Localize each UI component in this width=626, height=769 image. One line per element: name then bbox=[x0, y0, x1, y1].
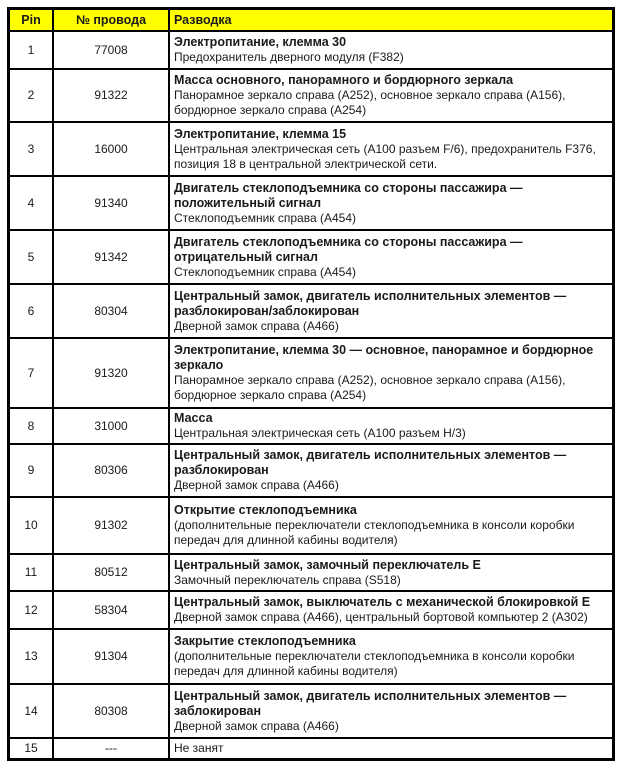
routing-cell bbox=[169, 591, 614, 629]
wire-cell: 16000 bbox=[53, 122, 169, 176]
routing-detail: Стеклоподъемник справа (A454) bbox=[174, 264, 356, 279]
table-row bbox=[9, 684, 614, 738]
wire-cell: 80308 bbox=[53, 684, 169, 738]
routing-title: Центральный замок, двигатель исполнительных элементов — разблокирован/заблокирован bbox=[174, 288, 567, 318]
routing-title: Центральный замок, двигатель исполнительных элементов — разблокирован bbox=[174, 448, 567, 477]
routing-title: Двигатель стеклоподъемника со стороны пассажира — отрицательный сигнал bbox=[174, 234, 523, 264]
routing-detail: Предохранитель дверного модуля (F382) bbox=[174, 50, 404, 64]
routing-title: Закрытие стеклоподъемника bbox=[174, 634, 356, 648]
routing-title: Центральный замок, двигатель исполнительных элементов — заблокирован bbox=[174, 688, 567, 718]
wire-cell: 77008 bbox=[53, 31, 169, 69]
pin-cell: 5 bbox=[9, 230, 54, 284]
routing-cell bbox=[169, 284, 614, 338]
routing-cell bbox=[169, 497, 614, 554]
wire-cell: 80512 bbox=[53, 554, 169, 591]
routing-cell bbox=[169, 444, 614, 497]
table-row bbox=[9, 122, 614, 176]
pin-cell: 10 bbox=[9, 497, 54, 554]
routing-title: Центральный замок, замочный переключатель E bbox=[174, 557, 481, 572]
routing-cell bbox=[169, 554, 614, 591]
table-row bbox=[9, 31, 614, 69]
table-header-row bbox=[9, 9, 614, 32]
routing-detail: Не занят bbox=[174, 741, 224, 755]
routing-title: Двигатель стеклоподъемника со стороны пассажира — положительный сигнал bbox=[174, 180, 523, 210]
pinout-table-container bbox=[7, 7, 615, 761]
routing-detail: (дополнительные переключатели стеклоподъемника в консоли коробки передач для длинной кабины водителя) bbox=[174, 518, 575, 547]
routing-detail: Дверной замок справа (A466) bbox=[174, 478, 339, 492]
table-row bbox=[9, 591, 614, 629]
routing-title: Центральный замок, выключатель с механической блокировкой E bbox=[174, 595, 591, 609]
wire-cell: 91322 bbox=[53, 69, 169, 122]
table-row bbox=[9, 284, 614, 338]
wire-cell: 91302 bbox=[53, 497, 169, 554]
routing-cell bbox=[169, 31, 614, 69]
routing-detail: Панорамное зеркало справа (A252), основное зеркало справа (A156), бордюрное зеркало справа (A254) bbox=[174, 88, 566, 117]
pin-cell: 15 bbox=[9, 738, 54, 760]
routing-title: Масса bbox=[174, 411, 213, 425]
routing-cell bbox=[169, 408, 614, 444]
table-row bbox=[9, 176, 614, 230]
pin-cell: 3 bbox=[9, 122, 54, 176]
routing-cell bbox=[169, 338, 614, 408]
pin-cell: 4 bbox=[9, 176, 54, 230]
pin-cell: 6 bbox=[9, 284, 54, 338]
pinout-table bbox=[7, 7, 615, 761]
routing-cell bbox=[169, 69, 614, 122]
wire-cell: 31000 bbox=[53, 408, 169, 444]
wire-cell: 91340 bbox=[53, 176, 169, 230]
routing-detail: Центральная электрическая сеть (A100 разъем F/6), предохранитель F376, позиция 18 в центральной электрической сети. bbox=[174, 141, 596, 171]
wire-cell: 80304 bbox=[53, 284, 169, 338]
table-row bbox=[9, 338, 614, 408]
pin-cell: 8 bbox=[9, 408, 54, 444]
pin-cell: 11 bbox=[9, 554, 54, 591]
routing-title: Электропитание, клемма 15 bbox=[174, 126, 347, 141]
table-row bbox=[9, 69, 614, 122]
routing-detail: Дверной замок справа (A466), центральный бортовой компьютер 2 (A302) bbox=[174, 610, 588, 624]
pin-cell: 2 bbox=[9, 69, 54, 122]
pin-cell: 7 bbox=[9, 338, 54, 408]
routing-detail: Дверной замок справа (A466) bbox=[174, 718, 339, 733]
wire-cell: 58304 bbox=[53, 591, 169, 629]
table-row bbox=[9, 408, 614, 444]
wire-cell: 91320 bbox=[53, 338, 169, 408]
table-row bbox=[9, 444, 614, 497]
wire-cell: --- bbox=[53, 738, 169, 760]
pin-cell: 12 bbox=[9, 591, 54, 629]
routing-cell bbox=[169, 738, 614, 760]
header-pin: Pin bbox=[9, 9, 54, 32]
routing-detail: Замочный переключатель справа (S518) bbox=[174, 572, 401, 587]
routing-title: Открытие стеклоподъемника bbox=[174, 503, 357, 517]
routing-cell bbox=[169, 122, 614, 176]
routing-cell bbox=[169, 629, 614, 684]
routing-cell bbox=[169, 176, 614, 230]
routing-detail: Центральная электрическая сеть (A100 разъем H/3) bbox=[174, 426, 466, 440]
pin-cell: 13 bbox=[9, 629, 54, 684]
pin-cell: 14 bbox=[9, 684, 54, 738]
routing-cell bbox=[169, 230, 614, 284]
wire-cell: 80306 bbox=[53, 444, 169, 497]
table-row bbox=[9, 554, 614, 591]
wire-cell: 91304 bbox=[53, 629, 169, 684]
header-wire-number: № провода bbox=[53, 9, 169, 32]
routing-detail: Панорамное зеркало справа (A252), основное зеркало справа (A156), бордюрное зеркало справа (A254) bbox=[174, 373, 566, 402]
table-row bbox=[9, 230, 614, 284]
table-row bbox=[9, 629, 614, 684]
table-row bbox=[9, 497, 614, 554]
routing-title: Электропитание, клемма 30 — основное, панорамное и бордюрное зеркало bbox=[174, 343, 594, 372]
routing-title: Масса основного, панорамного и бордюрного зеркала bbox=[174, 73, 514, 87]
pin-cell: 1 bbox=[9, 31, 54, 69]
table-row bbox=[9, 738, 614, 760]
routing-detail: (дополнительные переключатели стеклоподъемника в консоли коробки передач для длинной кабины водителя) bbox=[174, 649, 575, 678]
wire-cell: 91342 bbox=[53, 230, 169, 284]
pin-cell: 9 bbox=[9, 444, 54, 497]
routing-title: Электропитание, клемма 30 bbox=[174, 35, 347, 49]
routing-cell bbox=[169, 684, 614, 738]
routing-detail: Стеклоподъемник справа (A454) bbox=[174, 210, 356, 225]
header-routing: Разводка bbox=[169, 9, 614, 32]
routing-detail: Дверной замок справа (A466) bbox=[174, 318, 339, 333]
